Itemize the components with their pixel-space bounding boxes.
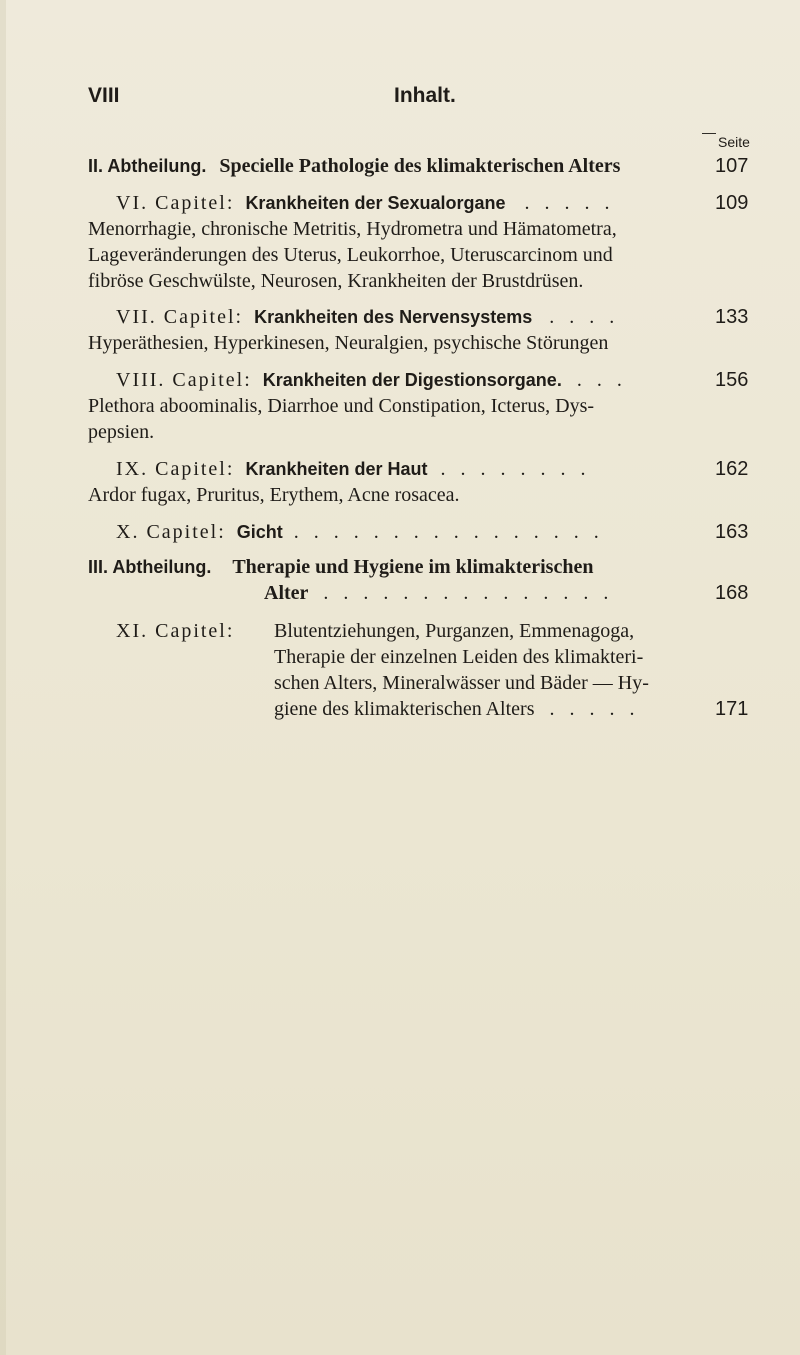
capitel-6-page: 109 — [715, 192, 749, 214]
capitel-8-row — [116, 367, 627, 393]
page-title: Inhalt. — [394, 84, 456, 107]
capitel-8-desc-1: Plethora aboominalis, Diarrhoe und Constipation, Icterus, Dys- — [88, 395, 595, 417]
capitel-9-label: IX. Capitel: — [116, 458, 235, 480]
capitel-6-row — [116, 190, 615, 216]
capitel-10-leader: . . . . . . . . . . . . . . . . — [293, 521, 604, 543]
capitel-11-line-1: Blutentziehungen, Purganzen, Emmenagoga, — [274, 620, 635, 642]
capitel-8-page: 156 — [715, 369, 749, 391]
abtheilung-3-page: 168 — [715, 582, 749, 604]
capitel-11-label-cell — [116, 618, 234, 644]
capitel-11-line-4: giene des klimakterischen Alters — [274, 698, 535, 720]
capitel-7-leader: . . . . — [549, 306, 620, 328]
capitel-6-desc-2: Lageveränderungen des Uterus, Leukorrhoe, Uteruscarcinom und — [88, 244, 613, 266]
capitel-11-line-3: schen Alters, Mineralwässer und Bäder — Hy- — [274, 672, 649, 694]
capitel-7-row — [116, 304, 619, 330]
abtheilung-3-row-2 — [264, 580, 613, 606]
abtheilung-2-title: Specielle Pathologie des klimakterischen Alters — [219, 155, 621, 177]
abtheilung-3-number: III. Abtheilung. — [88, 557, 212, 577]
capitel-11-page: 171 — [715, 698, 749, 720]
capitel-6-title: Krankheiten der Sexualorgane — [245, 193, 506, 213]
capitel-10-label: X. Capitel: — [116, 521, 226, 543]
capitel-7-desc-1: Hyperäthesien, Hyperkinesen, Neuralgien, psychische Störungen — [88, 332, 609, 354]
capitel-11-leader: . . . . . — [549, 698, 640, 720]
capitel-10-page: 163 — [715, 521, 749, 543]
abtheilung-3-title-2: Alter — [264, 582, 309, 604]
abtheilung-2-page: 107 — [715, 155, 749, 177]
abtheilung-2-number: II. Abtheilung. — [88, 156, 207, 176]
capitel-8-leader: . . . — [576, 369, 627, 391]
capitel-6-desc-3: fibröse Geschwülste, Neurosen, Krankheiten der Brustdrüsen. — [88, 270, 584, 292]
capitel-9-desc-1: Ardor fugax, Pruritus, Erythem, Acne rosacea. — [88, 484, 460, 506]
capitel-11-label: XI. Capitel: — [116, 620, 235, 642]
capitel-11-line-2: Therapie der einzelnen Leiden des klimakteri- — [274, 646, 644, 668]
abtheilung-2-row — [88, 153, 620, 179]
capitel-10-title: Gicht — [236, 522, 283, 542]
capitel-9-title: Krankheiten der Haut — [245, 459, 428, 479]
capitel-10-row — [116, 519, 604, 545]
capitel-9-leader: . . . . . . . . — [440, 458, 591, 480]
capitel-6-desc-1: Menorrhagie, chronische Metritis, Hydrometra und Hämatometra, — [88, 218, 617, 240]
capitel-8-desc-2: pepsien. — [88, 421, 155, 443]
page-roman-number: VIII — [88, 84, 120, 107]
abtheilung-3-row — [88, 554, 593, 580]
abtheilung-3-leader: . . . . . . . . . . . . . . . — [323, 582, 614, 604]
capitel-7-title: Krankheiten des Nervensystems — [254, 307, 533, 327]
capitel-9-page: 162 — [715, 458, 749, 480]
capitel-9-row — [116, 456, 590, 482]
capitel-8-title: Krankheiten der Digestionsorgane. — [262, 370, 562, 390]
capitel-7-label: VII. Capitel: — [116, 306, 244, 328]
capitel-6-leader: . . . . . — [524, 192, 615, 214]
capitel-11-row-4 — [274, 696, 639, 722]
page-edge — [0, 0, 6, 1355]
capitel-6-label: VI. Capitel: — [116, 192, 235, 214]
capitel-7-page: 133 — [715, 306, 749, 328]
seite-label: — Seite — [718, 134, 750, 150]
capitel-8-label: VIII. Capitel: — [116, 369, 252, 391]
abtheilung-3-title-1: Therapie und Hygiene im klimakterischen — [232, 556, 594, 578]
